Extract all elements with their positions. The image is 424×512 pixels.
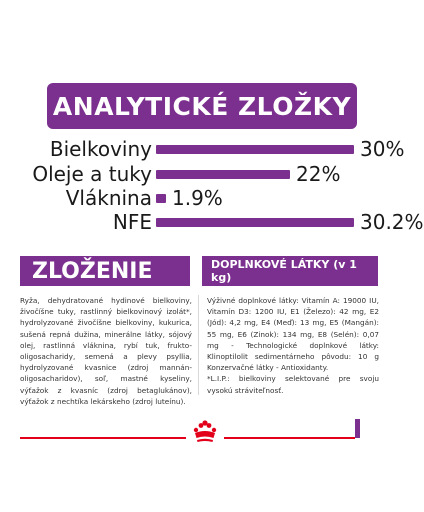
footer-tail — [355, 419, 360, 438]
analytical-row — [0, 210, 424, 234]
composition-text — [20, 295, 192, 407]
analytical-row — [0, 162, 405, 186]
footer-line-left — [20, 437, 186, 439]
additives-note: *L.I.P.: bielkoviny selektované pre svoju vysokú stráviteľnosť. — [207, 374, 379, 395]
composition-paragraph: Ryža, dehydratované hydinové bielkoviny, živočíšne tuky, rastlinný bielkovinový izolát*, hydrolyzované živočíšne bielkoviny, kukurica, sušená repná dužina, minerálne látky, sójový olej, rastlinná vláknina, rybí tuk, frukto-oligosacharidy, semená a plevy psyllia, hydrolyzované kvasnice (zdroj mannán-oligosacharidov), soľ, mastné kyseliny, výťažok z kvasníc (zdroj betaglukánov), výťažok z nechtíka lekárskeho (zdroj luteínu). — [20, 296, 192, 406]
analytical-row — [0, 186, 405, 210]
analytical-bar — [156, 194, 166, 203]
additives-title: DOPLNKOVÉ LÁTKY (v 1 kg) — [211, 258, 357, 284]
analytical-bar — [156, 170, 290, 179]
additives-header — [202, 256, 378, 286]
analytical-title: ANALYTICKÉ ZLOŽKY — [52, 91, 352, 121]
analytical-label: Vláknina — [65, 186, 152, 210]
analytical-value: 30.2% — [360, 210, 424, 234]
analytical-label: Oleje a tuky — [32, 162, 152, 186]
footer-line-right — [224, 437, 355, 439]
analytical-row — [0, 137, 405, 161]
analytical-label: Bielkoviny — [49, 137, 152, 161]
analytical-bar — [156, 145, 354, 154]
analytical-bar — [156, 218, 354, 227]
analytical-label: NFE — [112, 210, 152, 234]
analytical-value: 30% — [360, 137, 405, 161]
analytical-banner — [47, 83, 357, 129]
analytical-value: 1.9% — [172, 186, 223, 210]
additives-text — [207, 295, 379, 396]
additives-paragraph: Výživné doplnkové látky: Vitamín A: 19000 IU, Vitamín D3: 1200 IU, E1 (Železo): 42 mg, E2 (Jód): 4,2 mg, E4 (Meď): 13 mg, E5 (Mangán): 55 mg, E6 (Zinok): 134 mg, E8 (Selén): 0,07 mg - Technologické doplnkové látky: Klinoptilolit sedimentárneho pôvodu: 10 g Konzervačné látky - Antioxidanty. — [207, 296, 379, 373]
analytical-value: 22% — [296, 162, 341, 186]
composition-header — [20, 256, 190, 286]
column-divider — [198, 295, 199, 395]
royal-canin-crown-logo — [191, 419, 219, 445]
composition-title: ZLOŽENIE — [32, 258, 153, 284]
